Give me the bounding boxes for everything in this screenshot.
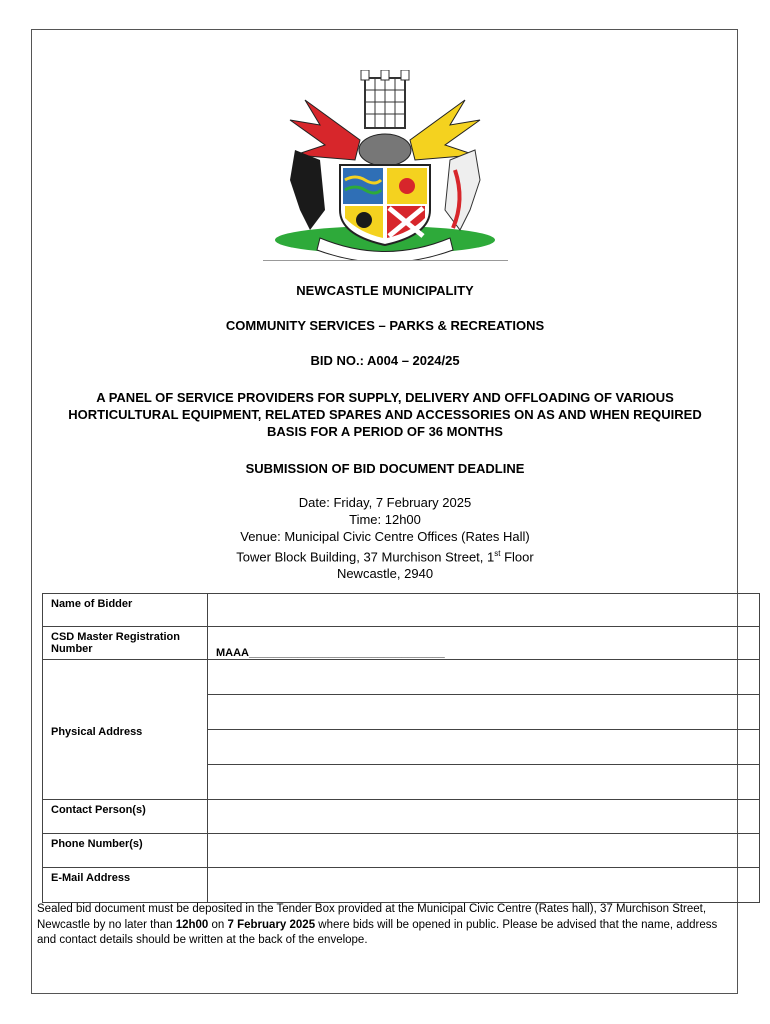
municipal-crest-logo — [265, 70, 505, 260]
crest-supporter-right — [445, 150, 480, 230]
csd-prefix: MAAA________________________________ — [216, 647, 445, 659]
floor-ordinal: st — [494, 549, 501, 558]
org-name: NEWCASTLE MUNICIPALITY — [296, 283, 474, 298]
submission-details — [0, 494, 770, 582]
description-line: HORTICULTURAL EQUIPMENT, RELATED SPARES AND ACCESSORIES ON AS AND WHEN REQUIRED — [68, 407, 702, 422]
csd-registration-label: CSD Master Registration Number — [43, 627, 208, 660]
submission-venue: Venue: Municipal Civic Centre Offices (Rates Hall) — [240, 529, 530, 544]
contact-person-field[interactable] — [208, 800, 760, 834]
email-address-label: E-Mail Address — [43, 868, 208, 903]
description-line: A PANEL OF SERVICE PROVIDERS FOR SUPPLY, DELIVERY AND OFFLOADING OF VARIOUS — [96, 390, 674, 405]
name-of-bidder-label: Name of Bidder — [43, 594, 208, 627]
table-row — [43, 660, 760, 695]
deadline-date: 7 February 2025 — [227, 918, 316, 931]
table-row — [43, 868, 760, 903]
instructions-text: on — [208, 918, 228, 931]
physical-address-label: Physical Address — [43, 660, 208, 800]
submission-date: Date: Friday, 7 February 2025 — [298, 495, 472, 510]
email-address-field[interactable] — [208, 868, 760, 903]
instructions-text: Sealed bid document must be deposited in the Tender Box provided at the Municipal Civic Centre (Rates hall), 37 Murchison Street, Newcastle by no later than — [37, 903, 707, 931]
crest-supporter-left — [290, 150, 325, 230]
table-row — [43, 834, 760, 868]
crest-wing-left — [290, 100, 360, 160]
physical-address-line-3[interactable] — [208, 730, 760, 765]
physical-address-line-4[interactable] — [208, 765, 760, 800]
csd-registration-field[interactable] — [208, 627, 760, 660]
table-row — [43, 594, 760, 627]
submission-time: Time: 12h00 — [349, 512, 421, 527]
table-row — [43, 800, 760, 834]
physical-address-line-1[interactable] — [208, 660, 760, 695]
bidder-details-table — [42, 593, 760, 903]
building-text: Tower Block Building, 37 Murchison Street, 1 — [236, 549, 495, 565]
instructions-text: where bids will be opened in public. Please be advised that the name, address and contact details should be written at the back of the envelope. — [37, 918, 718, 946]
description-line: BASIS FOR A PERIOD OF 36 MONTHS — [267, 424, 503, 439]
bid-number: BID NO.: A004 – 2024/25 — [310, 353, 460, 368]
bid-description — [0, 389, 770, 440]
physical-address-line-2[interactable] — [208, 695, 760, 730]
crest-wing-right — [410, 100, 480, 160]
phone-number-label: Phone Number(s) — [43, 834, 208, 868]
building-floor: Floor — [500, 549, 534, 565]
deadline-time: 12h00 — [175, 918, 209, 931]
submission-instructions — [37, 902, 737, 949]
phone-number-field[interactable] — [208, 834, 760, 868]
contact-person-label: Contact Person(s) — [43, 800, 208, 834]
department-name: COMMUNITY SERVICES – PARKS & RECREATIONS — [225, 318, 545, 333]
table-row — [43, 627, 760, 660]
submission-building — [0, 545, 770, 565]
crest-helmet — [359, 134, 411, 166]
submission-town: Newcastle, 2940 — [336, 566, 434, 582]
crest-divider — [263, 260, 508, 261]
name-of-bidder-field[interactable] — [208, 594, 760, 627]
deadline-heading: SUBMISSION OF BID DOCUMENT DEADLINE — [245, 461, 525, 476]
